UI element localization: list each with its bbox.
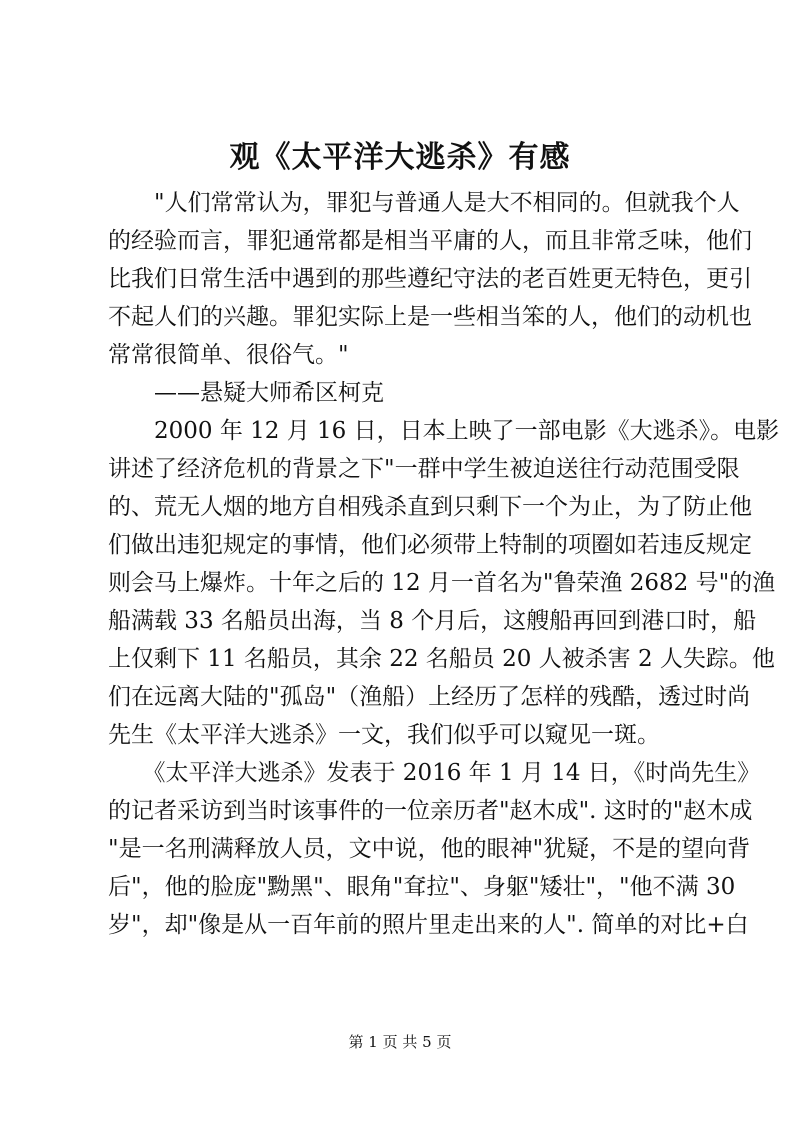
page-number-footer: 第 1 页 共 5 页 <box>348 1033 452 1051</box>
text-line: 《太平洋大逃杀》发表于 2016 年 1 月 14 日，《时尚先生》 <box>108 760 761 786</box>
text-line: 后"，他的脸庞"黝黑"、眼角"耷拉"、身躯"矮壮"，"他不满 30 <box>108 874 736 900</box>
text-line: 船满载 33 名船员出海，当 8 个月后，这艘船再回到港口时，船 <box>108 608 757 634</box>
text-line: 的记者采访到当时该事件的一位亲历者"赵木成". 这时的"赵木成 <box>108 798 753 824</box>
text-line: 岁"，却"像是从一百年前的照片里走出来的人". 简单的对比+白 <box>108 912 749 938</box>
text-line: 的、荒无人烟的地方自相残杀直到只剩下一个为止，为了防止他 <box>108 494 752 520</box>
text-line: 讲述了经济危机的背景之下"一群中学生被迫送往行动范围受限 <box>108 456 740 482</box>
text-line: 则会马上爆炸。十年之后的 12 月一首名为"鲁荣渔 2682 号"的渔 <box>108 570 776 596</box>
text-line: 常常很简单、很俗气。" <box>108 342 349 368</box>
text-line: 的经验而言，罪犯通常都是相当平庸的人，而且非常乏味，他们 <box>108 228 752 254</box>
document-body <box>108 184 780 944</box>
document-title: 观《太平洋大逃杀》有感 <box>229 140 571 175</box>
text-line: 先生《太平洋大逃杀》一文，我们似乎可以窥见一斑。 <box>108 722 660 748</box>
text-line: 比我们日常生活中遇到的那些遵纪守法的老百姓更无特色，更引 <box>108 266 752 292</box>
text-line: 2000 年 12 月 16 日，日本上映了一部电影《大逃杀》。电影 <box>108 418 780 444</box>
text-line: 们在远离大陆的"孤岛"（渔船）上经历了怎样的残酷，透过时尚 <box>108 684 751 710</box>
attribution-line: ——悬疑大师希区柯克 <box>108 380 384 406</box>
text-line: 不起人们的兴趣。罪犯实际上是一些相当笨的人，他们的动机也 <box>108 304 752 330</box>
text-line: "人们常常认为，罪犯与普通人是大不相同的。但就我个人 <box>108 190 740 216</box>
text-line: "是一名刑满释放人员，文中说，他的眼神"犹疑，不是的望向背 <box>108 836 751 862</box>
text-line: 们做出违犯规定的事情，他们必须带上特制的项圈如若违反规定 <box>108 532 752 558</box>
text-line: 上仅剩下 11 名船员，其余 22 名船员 20 人被杀害 2 人失踪。他 <box>108 646 775 672</box>
